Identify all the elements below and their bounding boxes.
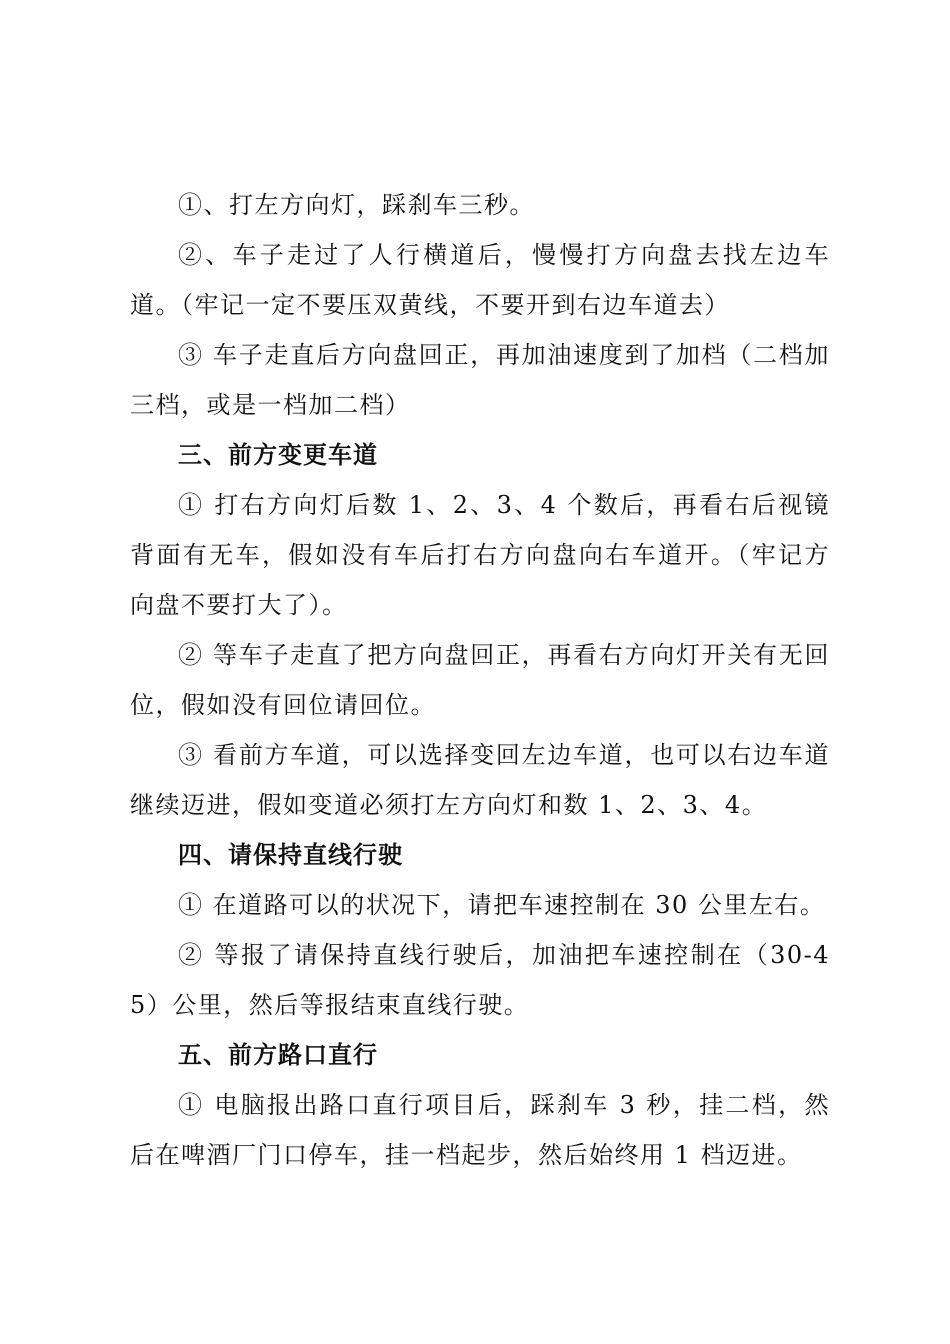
section-heading-intersection-straight: 五、前方路口直行 — [178, 1041, 378, 1069]
paragraph-intersection-1: ① 电脑报出路口直行项目后，踩刹车 3 秒，挂二档，然后在啤酒厂门口停车，挂一档起步，然后始终用 1 档迈进。 — [130, 1091, 830, 1169]
paragraph-lane-change-1: ① 打右方向灯后数 1、2、3、4 个数后，再看右后视镜背面有无车，假如没有车后打右方向盘向右车道开。（牢记方向盘不要打大了）。 — [130, 491, 830, 619]
paragraph-step-3: ③ 车子走直后方向盘回正，再加油速度到了加档（二档加三档，或是一档加二档） — [130, 341, 830, 419]
paragraph-straight-2: ② 等报了请保持直线行驶后，加油把车速控制在（30-45）公里，然后等报结束直线行驶。 — [130, 941, 830, 1019]
paragraph-straight-1: ① 在道路可以的状况下，请把车速控制在 30 公里左右。 — [178, 891, 826, 919]
paragraph-step-2: ②、车子走过了人行横道后，慢慢打方向盘去找左边车道。（牢记一定不要压双黄线，不要开到右边车道去） — [130, 241, 830, 319]
document-body — [130, 180, 830, 1180]
section-heading-lane-change: 三、前方变更车道 — [178, 441, 378, 469]
section-heading-straight-driving: 四、请保持直线行驶 — [178, 841, 403, 869]
paragraph-lane-change-3: ③ 看前方车道，可以选择变回左边车道，也可以右边车道继续迈进，假如变道必须打左方向灯和数 1、2、3、4。 — [130, 741, 830, 819]
paragraph-lane-change-2: ② 等车子走直了把方向盘回正，再看右方向灯开关有无回位，假如没有回位请回位。 — [130, 641, 830, 719]
paragraph-step-1: ①、打左方向灯，踩刹车三秒。 — [178, 191, 535, 219]
